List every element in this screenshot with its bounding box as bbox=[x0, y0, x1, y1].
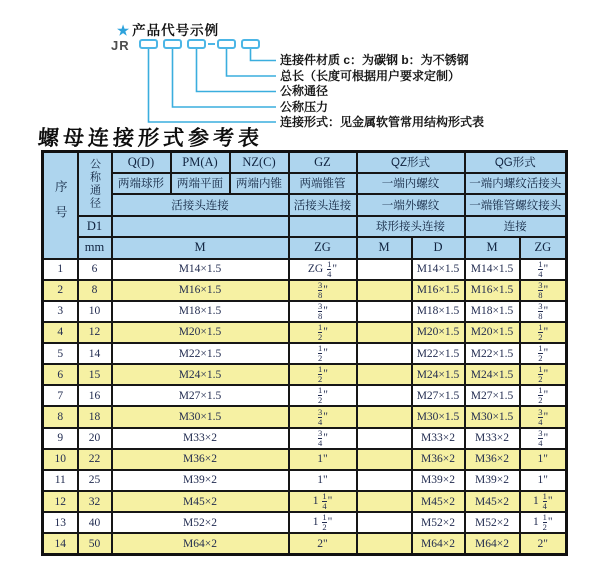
header-qz-code: QZ形式 bbox=[357, 152, 465, 173]
cell-seq: 12 bbox=[43, 491, 78, 512]
header-seq: 序号 bbox=[43, 152, 78, 259]
cell-zg: $\frac{1}{2}$ " bbox=[289, 343, 357, 364]
cell-dn: 16 bbox=[78, 385, 112, 406]
code-box bbox=[242, 40, 259, 48]
callout-material: 连接件材质 c：为碳钢 b：为不锈钢 bbox=[280, 53, 469, 67]
cell-zg: 1" bbox=[289, 449, 357, 470]
cell-qz-d: M39×2 bbox=[412, 470, 465, 491]
cell-m: M30×1.5 bbox=[112, 406, 289, 427]
table-body bbox=[43, 259, 567, 555]
header-qg-row3: 一端锥管螺纹接头 bbox=[465, 194, 567, 216]
cell-dn: 15 bbox=[78, 364, 112, 385]
cell-dn: 25 bbox=[78, 470, 112, 491]
code-box bbox=[140, 40, 157, 48]
table-row bbox=[43, 343, 567, 364]
header-qz-col2: D bbox=[412, 237, 465, 259]
cell-qg-m: M36×2 bbox=[465, 449, 520, 470]
cell-qg-m: M20×1.5 bbox=[465, 322, 520, 343]
diagram-title-text: 产品代号示例 bbox=[132, 23, 220, 38]
cell-qz-m bbox=[357, 343, 412, 364]
cell-qg-zg: $\frac{1}{2}$ " bbox=[520, 385, 567, 406]
header-pm-code: PM(A) bbox=[171, 152, 230, 173]
header-qg-row4: 连接 bbox=[465, 216, 567, 237]
cell-m: M18×1.5 bbox=[112, 301, 289, 322]
cell-zg: $\frac{3}{8}$ " bbox=[289, 301, 357, 322]
header-qg-col1: M bbox=[465, 237, 520, 259]
cell-m: M39×2 bbox=[112, 470, 289, 491]
header-qz-row2: 一端内螺纹 bbox=[357, 173, 465, 194]
cell-qz-m bbox=[357, 385, 412, 406]
cell-qz-d: M20×1.5 bbox=[412, 322, 465, 343]
cell-qg-zg: $\frac{1}{2}$ " bbox=[520, 364, 567, 385]
header-qz-row3: 一端外螺纹 bbox=[357, 194, 465, 216]
cell-qz-m bbox=[357, 259, 412, 280]
cell-qz-d: M16×1.5 bbox=[412, 280, 465, 301]
cell-dn: 10 bbox=[78, 301, 112, 322]
cell-dn: 20 bbox=[78, 428, 112, 449]
header-qz-col1: M bbox=[357, 237, 412, 259]
cell-qg-zg: $\frac{3}{4}$ " bbox=[520, 428, 567, 449]
cell-qz-d: M24×1.5 bbox=[412, 364, 465, 385]
cell-qz-d: M27×1.5 bbox=[412, 385, 465, 406]
cell-seq: 2 bbox=[43, 280, 78, 301]
table-row bbox=[43, 301, 567, 322]
cell-seq: 5 bbox=[43, 343, 78, 364]
diagram-title bbox=[117, 19, 219, 39]
cell-qg-m: M30×1.5 bbox=[465, 406, 520, 427]
cell-qg-m: M45×2 bbox=[465, 491, 520, 512]
cell-qz-m bbox=[357, 470, 412, 491]
cell-seq: 10 bbox=[43, 449, 78, 470]
cell-zg: $\frac{3}{4}$ " bbox=[289, 406, 357, 427]
cell-qg-m: M22×1.5 bbox=[465, 343, 520, 364]
cell-qz-m bbox=[357, 491, 412, 512]
cell-dn: 18 bbox=[78, 406, 112, 427]
header-blank-m bbox=[112, 216, 289, 237]
callout-connection-form: 连接形式：见金属软管常用结构形式表 bbox=[280, 114, 485, 129]
table-row bbox=[43, 280, 567, 301]
header-qz-row4: 球形接头连接 bbox=[357, 216, 465, 237]
cell-qz-m bbox=[357, 280, 412, 301]
table-row bbox=[43, 533, 567, 554]
code-box bbox=[164, 40, 181, 48]
cell-qg-zg: 1 $\frac{1}{4}$ " bbox=[520, 491, 567, 512]
header-qg-col2: ZG bbox=[520, 237, 567, 259]
cell-qz-m bbox=[357, 406, 412, 427]
cell-qg-zg: 1 $\frac{1}{2}$ " bbox=[520, 512, 567, 533]
cell-seq: 14 bbox=[43, 533, 78, 554]
cell-qz-m bbox=[357, 512, 412, 533]
table-row bbox=[43, 406, 567, 427]
cell-dn: 40 bbox=[78, 512, 112, 533]
code-prefix: JR bbox=[111, 38, 130, 53]
cell-seq: 3 bbox=[43, 301, 78, 322]
cell-qg-zg: $\frac{1}{2}$ " bbox=[520, 322, 567, 343]
header-pm-desc: 两端平面 bbox=[171, 173, 230, 194]
table-title: 螺母连接形式参考表 bbox=[37, 126, 264, 150]
cell-qg-zg: 1" bbox=[520, 470, 567, 491]
table-row bbox=[43, 470, 567, 491]
cell-qz-m bbox=[357, 428, 412, 449]
cell-m: M45×2 bbox=[112, 491, 289, 512]
header-gz-code: GZ bbox=[289, 152, 357, 173]
connector-line bbox=[173, 48, 277, 107]
connector-line bbox=[251, 48, 277, 61]
callout-nominal-pressure: 公称压力 bbox=[280, 99, 329, 114]
cell-qz-d: M64×2 bbox=[412, 533, 465, 554]
cell-zg: 1" bbox=[289, 470, 357, 491]
cell-qz-d: M52×2 bbox=[412, 512, 465, 533]
cell-dn: 32 bbox=[78, 491, 112, 512]
header-nz-desc: 两端内锥 bbox=[230, 173, 289, 194]
cell-seq: 4 bbox=[43, 322, 78, 343]
cell-qz-m bbox=[357, 533, 412, 554]
callout-nominal-diameter: 公称通径 bbox=[280, 84, 329, 98]
header-dn: 公称通径 bbox=[78, 152, 112, 216]
cell-qg-m: M39×2 bbox=[465, 470, 520, 491]
cell-qz-m bbox=[357, 449, 412, 470]
cell-m: M64×2 bbox=[112, 533, 289, 554]
cell-qg-zg: $\frac{3}{4}$ " bbox=[520, 406, 567, 427]
cell-m: M24×1.5 bbox=[112, 364, 289, 385]
cell-qg-m: M18×1.5 bbox=[465, 301, 520, 322]
cell-dn: 12 bbox=[78, 322, 112, 343]
cell-qg-m: M24×1.5 bbox=[465, 364, 520, 385]
cell-m: M22×1.5 bbox=[112, 343, 289, 364]
cell-qz-d: M14×1.5 bbox=[412, 259, 465, 280]
cell-qg-m: M16×1.5 bbox=[465, 280, 520, 301]
table-row bbox=[43, 364, 567, 385]
cell-zg: $\frac{1}{2}$ " bbox=[289, 385, 357, 406]
cell-m: M16×1.5 bbox=[112, 280, 289, 301]
cell-seq: 6 bbox=[43, 364, 78, 385]
callout-total-length: 总长（长度可根据用户要求定制） bbox=[280, 68, 461, 83]
header-q-code: Q(D) bbox=[112, 152, 171, 173]
table-row bbox=[43, 385, 567, 406]
header-zg-col: ZG bbox=[289, 237, 357, 259]
cell-qg-m: M27×1.5 bbox=[465, 385, 520, 406]
cell-zg: $\frac{1}{2}$ " bbox=[289, 322, 357, 343]
cell-m: M52×2 bbox=[112, 512, 289, 533]
header-m-col: M bbox=[112, 237, 289, 259]
header-q-desc: 两端球形 bbox=[112, 173, 171, 194]
table-row bbox=[43, 322, 567, 343]
cell-dn: 50 bbox=[78, 533, 112, 554]
cell-qz-d: M33×2 bbox=[412, 428, 465, 449]
cell-dn: 14 bbox=[78, 343, 112, 364]
cell-qz-m bbox=[357, 364, 412, 385]
star-icon: ★ bbox=[117, 23, 131, 38]
header-qg-row2: 一端内螺纹活接头 bbox=[465, 173, 567, 194]
cell-m: M14×1.5 bbox=[112, 259, 289, 280]
cell-dn: 6 bbox=[78, 259, 112, 280]
cell-qg-m: M52×2 bbox=[465, 512, 520, 533]
cell-seq: 11 bbox=[43, 470, 78, 491]
cell-zg: $\frac{3}{8}$ " bbox=[289, 280, 357, 301]
header-gz-live-joint: 活接头连接 bbox=[289, 194, 357, 216]
header-d1: D1 bbox=[78, 216, 112, 237]
cell-qz-d: M22×1.5 bbox=[412, 343, 465, 364]
code-box bbox=[218, 40, 235, 48]
header-gz-desc: 两端锥管 bbox=[289, 173, 357, 194]
nut-connection-table bbox=[41, 150, 568, 556]
cell-qg-m: M64×2 bbox=[465, 533, 520, 554]
cell-qg-m: M33×2 bbox=[465, 428, 520, 449]
cell-qg-zg: 2" bbox=[520, 533, 567, 554]
cell-qz-d: M30×1.5 bbox=[412, 406, 465, 427]
table-header bbox=[43, 152, 567, 259]
cell-seq: 8 bbox=[43, 406, 78, 427]
cell-zg: 1 $\frac{1}{4}$ " bbox=[289, 491, 357, 512]
cell-dn: 8 bbox=[78, 280, 112, 301]
header-live-joint: 活接头连接 bbox=[112, 194, 289, 216]
cell-zg: ZG $\frac{1}{4}$ " bbox=[289, 259, 357, 280]
cell-qg-zg: $\frac{1}{4}$ " bbox=[520, 259, 567, 280]
connector-line bbox=[197, 48, 277, 92]
cell-m: M20×1.5 bbox=[112, 322, 289, 343]
table-row bbox=[43, 449, 567, 470]
code-box bbox=[188, 40, 205, 48]
cell-qg-zg: $\frac{1}{2}$ " bbox=[520, 343, 567, 364]
cell-qz-d: M45×2 bbox=[412, 491, 465, 512]
table-row bbox=[43, 259, 567, 280]
header-qg-code: QG形式 bbox=[465, 152, 567, 173]
cell-zg: 2" bbox=[289, 533, 357, 554]
cell-m: M33×2 bbox=[112, 428, 289, 449]
header-nz-code: NZ(C) bbox=[230, 152, 289, 173]
cell-m: M27×1.5 bbox=[112, 385, 289, 406]
cell-qz-d: M18×1.5 bbox=[412, 301, 465, 322]
table-row bbox=[43, 491, 567, 512]
cell-zg: $\frac{3}{4}$ " bbox=[289, 428, 357, 449]
cell-qg-zg: 1" bbox=[520, 449, 567, 470]
cell-m: M36×2 bbox=[112, 449, 289, 470]
cell-qz-m bbox=[357, 322, 412, 343]
cell-dn: 22 bbox=[78, 449, 112, 470]
cell-qg-m: M14×1.5 bbox=[465, 259, 520, 280]
table-row bbox=[43, 512, 567, 533]
cell-zg: $\frac{1}{2}$ " bbox=[289, 364, 357, 385]
cell-qg-zg: $\frac{3}{8}$ " bbox=[520, 280, 567, 301]
cell-seq: 1 bbox=[43, 259, 78, 280]
cell-qz-d: M36×2 bbox=[412, 449, 465, 470]
header-mm: mm bbox=[78, 237, 112, 259]
header-blank-gz bbox=[289, 216, 357, 237]
table-row bbox=[43, 428, 567, 449]
cell-qg-zg: $\frac{3}{8}$ " bbox=[520, 301, 567, 322]
cell-zg: 1 $\frac{1}{2}$ " bbox=[289, 512, 357, 533]
cell-seq: 13 bbox=[43, 512, 78, 533]
cell-seq: 9 bbox=[43, 428, 78, 449]
connector-line bbox=[149, 48, 277, 122]
cell-qz-m bbox=[357, 301, 412, 322]
cell-seq: 7 bbox=[43, 385, 78, 406]
